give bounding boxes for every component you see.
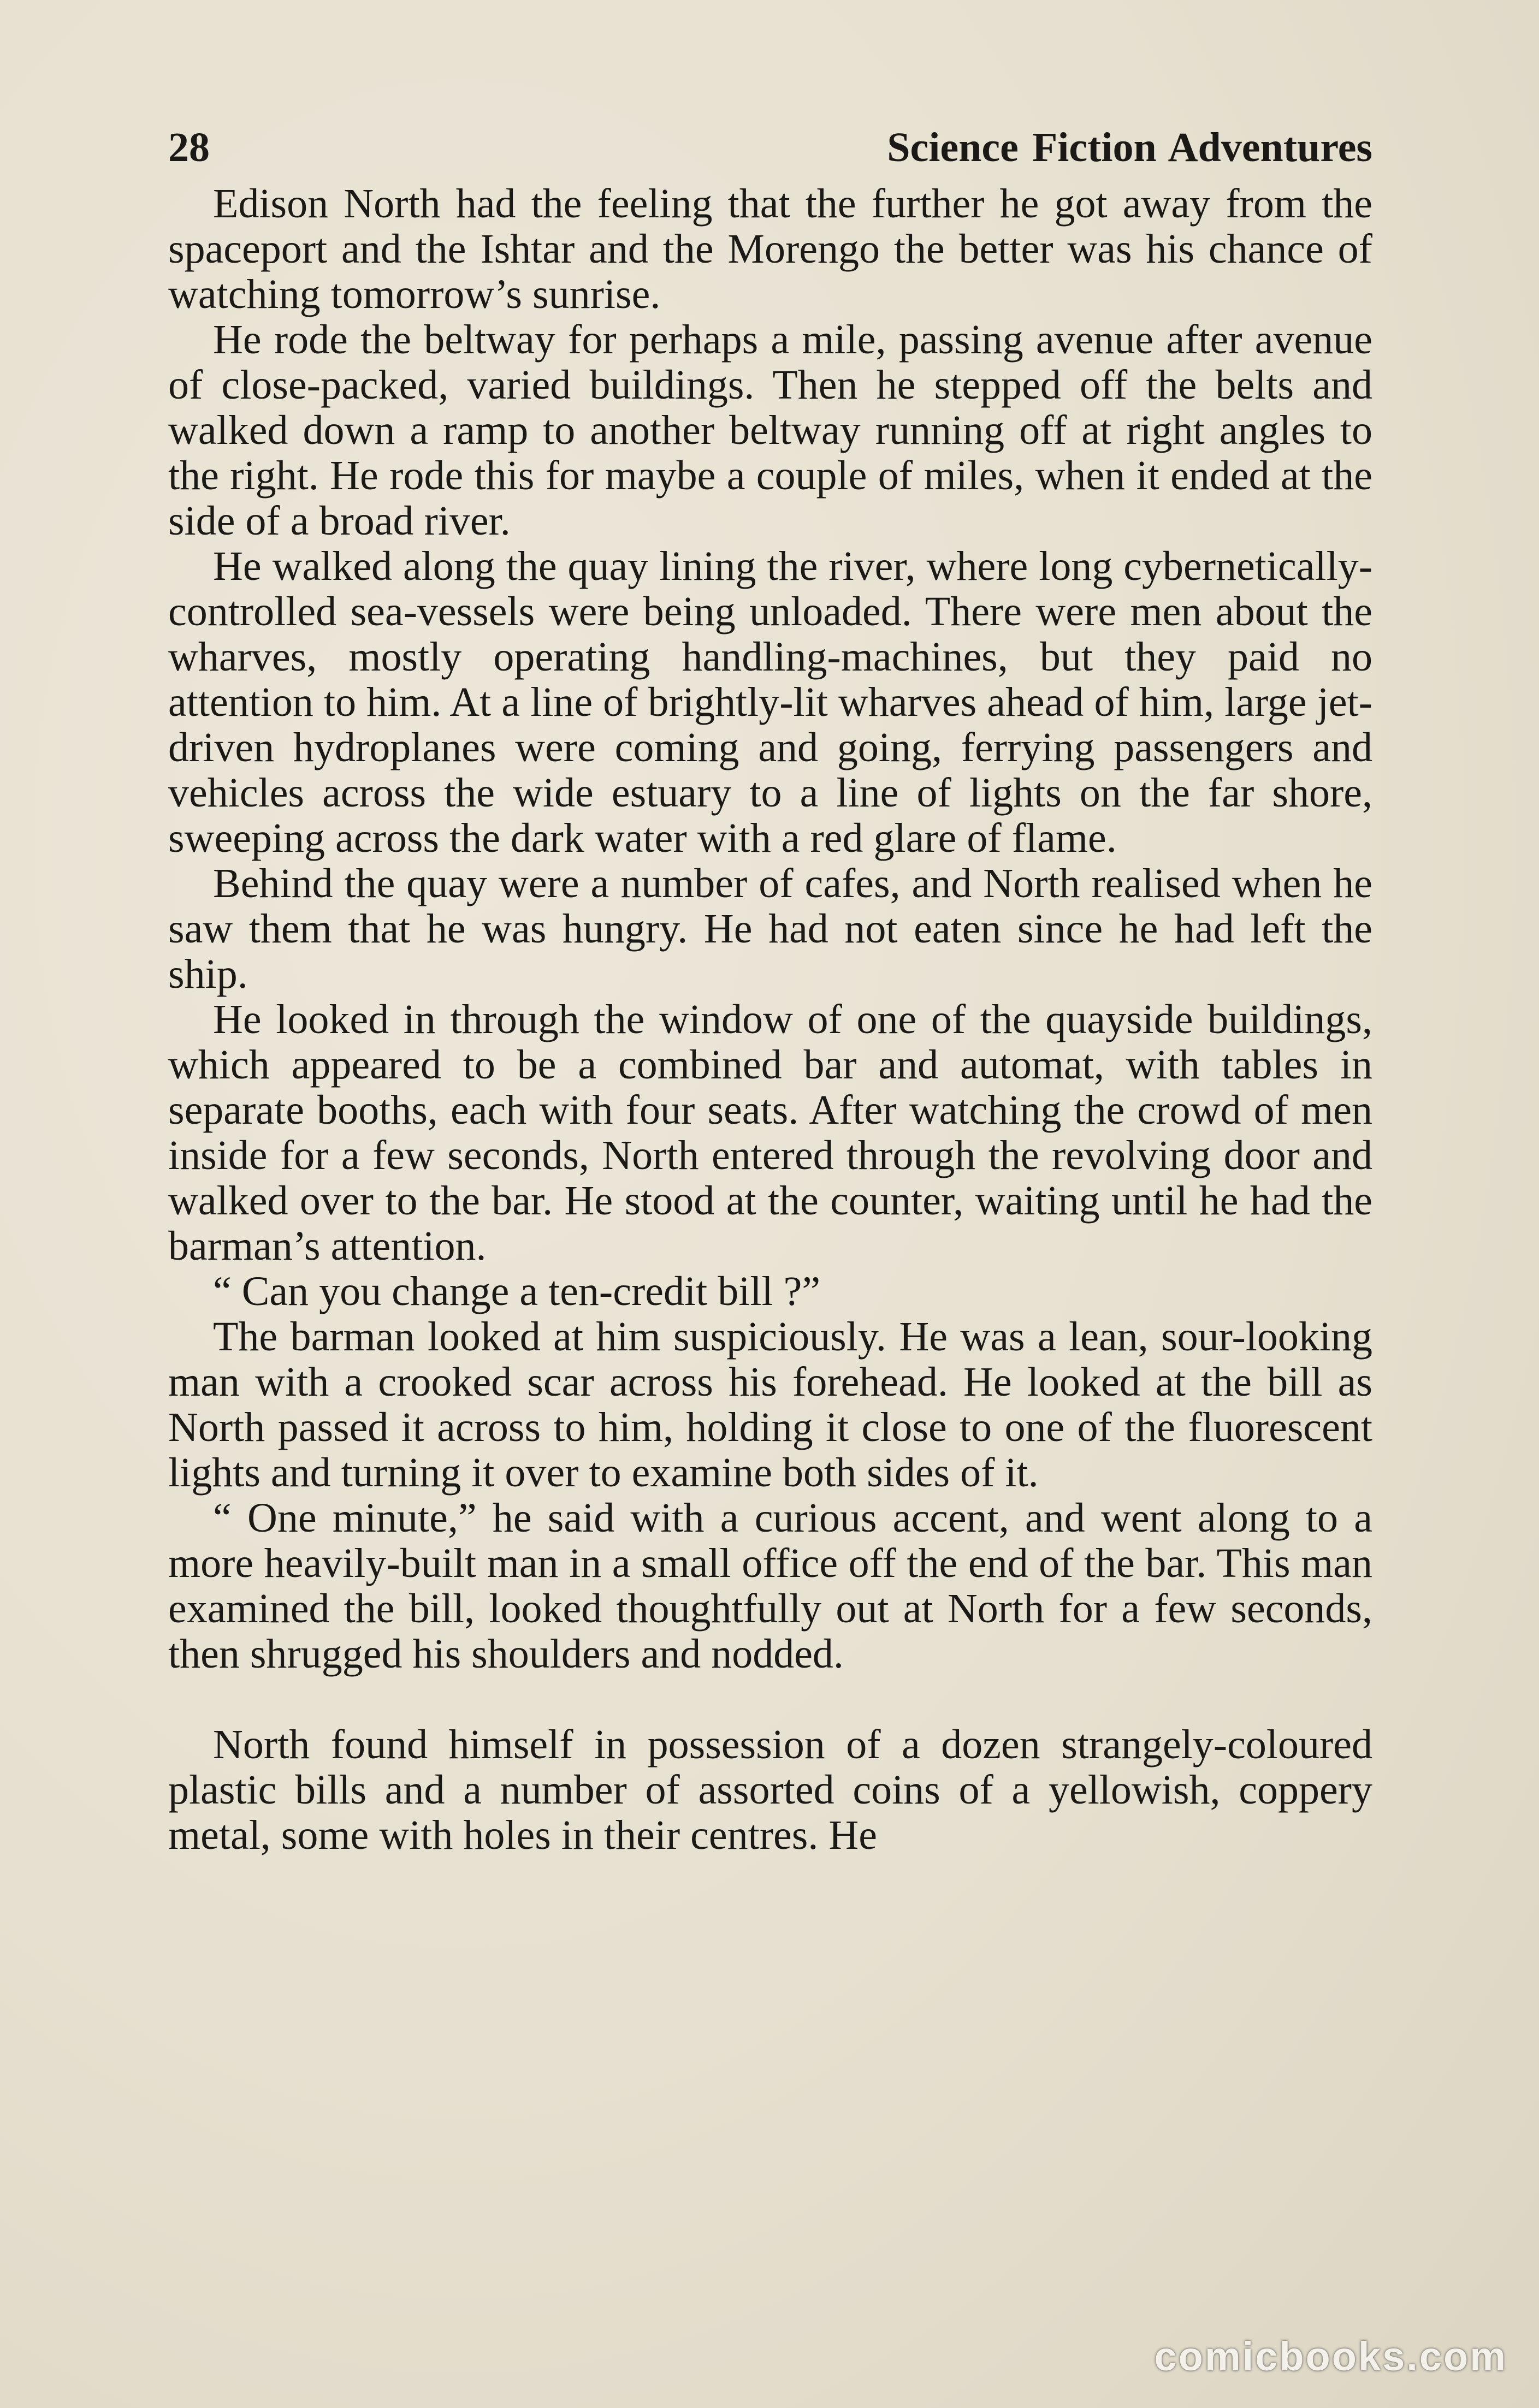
- paragraph: Edison North had the feeling that the further he got away from the spaceport and the Ishtar and the Morengo the better was his chance of watching tomorrow’s sunrise.: [168, 181, 1372, 317]
- page-number: 28: [168, 124, 210, 170]
- paragraph: He rode the beltway for perhaps a mile, passing avenue after avenue of close-packed, varied buildings. Then he stepped off the belts and walked down a ramp to another beltway running off at right angles to the right. He rode this for maybe a couple of miles, when it ended at the side of a broad river.: [168, 317, 1372, 544]
- paragraph: The barman looked at him suspiciously. He was a lean, sour-looking man with a crooked scar across his forehead. He looked at the bill as North passed it across to him, holding it close to one of the fluorescent lights and turning it over to examine both sides of it.: [168, 1314, 1372, 1496]
- running-title: Science Fiction Adventures: [887, 124, 1372, 170]
- page-header: [168, 120, 1372, 175]
- paragraph: He walked along the quay lining the river, where long cybernetically-controlled sea-vessels were being unloaded. There were men about the wharves, mostly operating handling-machines, but they paid no attention to him. At a line of brightly-lit wharves ahead of him, large jet-driven hydroplanes were coming and going, ferrying passengers and vehicles across the wide estuary to a line of lights on the far shore, sweeping across the dark water with a red glare of flame.: [168, 543, 1372, 861]
- paragraph: “ Can you change a ten-credit bill ?”: [213, 1268, 821, 1314]
- watermark: comicbooks.com: [1154, 2334, 1507, 2379]
- paragraph: Behind the quay were a number of cafes, and North realised when he saw them that he was hungry. He had not eaten since he had left the ship.: [168, 861, 1372, 997]
- paragraph: He looked in through the window of one of the quayside buildings, which appeared to be a combined bar and automat, with tables in separate booths, each with four seats. After watching the crowd of men inside for a few seconds, North entered through the revolving door and walked over to the bar. He stood at the counter, waiting until he had the barman’s attention.: [168, 997, 1372, 1269]
- book-page: [168, 120, 1372, 1858]
- paragraph: “ One minute,” he said with a curious accent, and went along to a more heavily-built man in a small office off the end of the bar. This man examined the bill, looked thoughtfully out at North for a few seconds, then shrugged his shoulders and nodded.: [168, 1495, 1372, 1677]
- paragraph: North found himself in possession of a dozen strangely-coloured plastic bills and a number of assorted coins of a yellowish, coppery metal, some with holes in their centres. He: [168, 1722, 1372, 1858]
- body-text: [168, 181, 1372, 1858]
